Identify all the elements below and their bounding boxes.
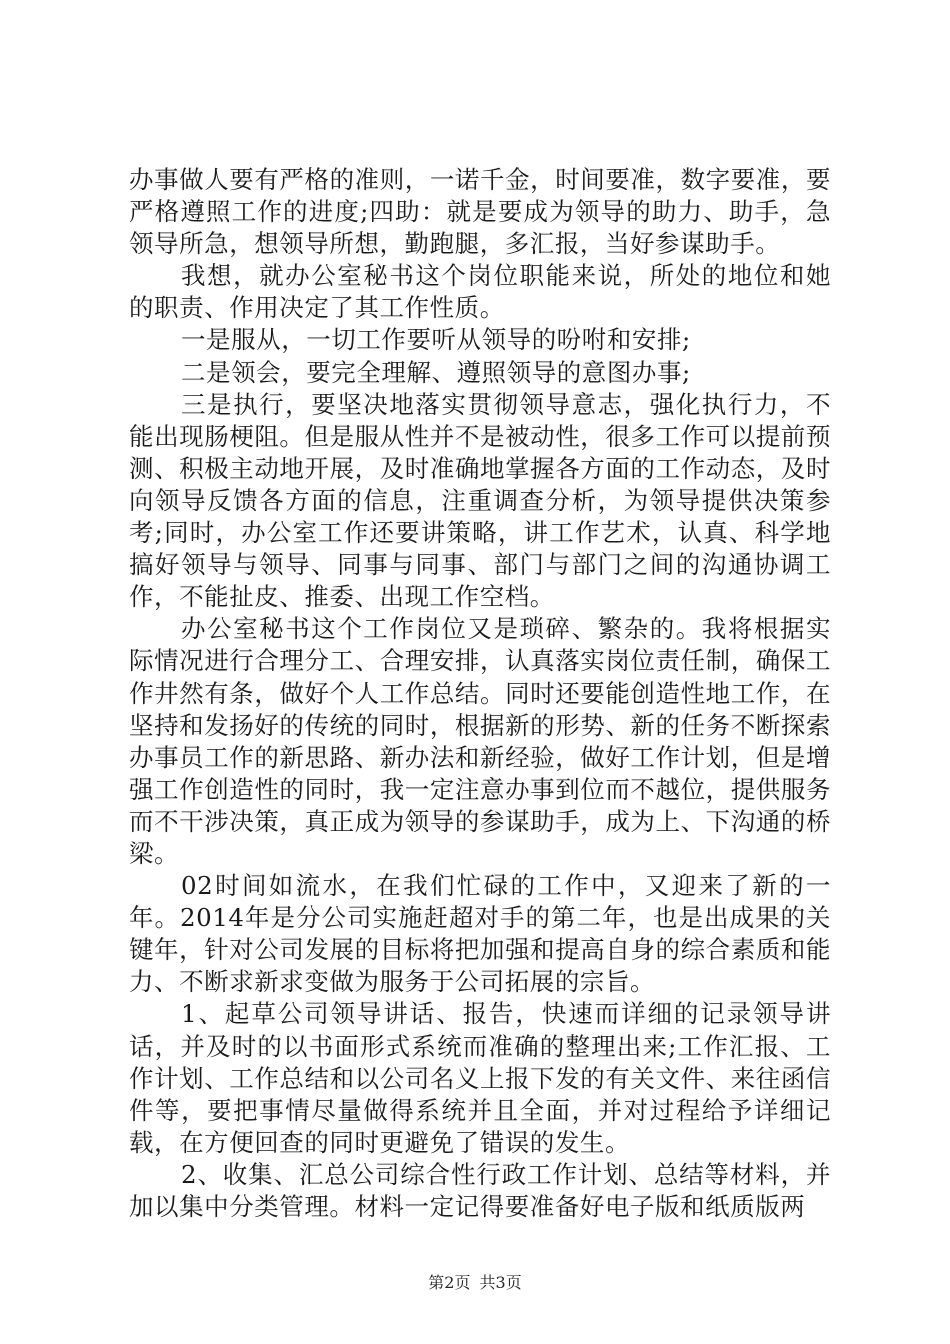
page-total: 共3页 xyxy=(479,1273,522,1292)
paragraph-2: 我想，就办公室秘书这个岗位职能来说，所处的地位和她的职责、作用决定了其工作性质。 xyxy=(129,261,831,323)
paragraph-1: 办事做人要有严格的准则，一诺千金，时间要准，数字要准，要严格遵照工作的进度;四助：就是要成为领导的助力、助手，急领导所急，想领导所想，勤跑腿，多汇报，当好参谋助手。 xyxy=(129,165,831,259)
paragraph-3: 一是服从，一切工作要听从领导的吩咐和安排; xyxy=(181,325,691,355)
paragraph-5: 三是执行，要坚决地落实贯彻领导意志，强化执行力，不能出现肠梗阻。但是服从性并不是被动性，很多工作可以提前预测、积极主动地开展，及时准确地掌握各方面的工作动态，及时向领导反馈各方面的信息，注重调查分析，为领导提供决策参考;同时，办公室工作还要讲策略，讲工作艺术，认真、科学地搞好领导与领导、同事与同事、部门与部门之间的沟通协调工作，不能扯皮、推委、出现工作空档。 xyxy=(129,389,831,612)
page-number: 第2页 xyxy=(428,1273,471,1292)
paragraph-6: 办公室秘书这个工作岗位又是琐碎、繁杂的。我将根据实际情况进行合理分工、合理安排，认真落实岗位责任制，确保工作井然有条，做好个人工作总结。同时还要能创造性地工作，在坚持和发扬好的传统的同时，根据新的形势、新的任务不断探索办事员工作的新思路、新办法和新经验，做好工作计划，但是增强工作创造性的同时，我一定注意办事到位而不越位，提供服务而不干涉决策，真正成为领导的参谋助手，成为上、下沟通的桥梁。 xyxy=(129,614,831,868)
paragraph-9: 2、收集、汇总公司综合性行政工作计划、总结等材料，并加以集中分类管理。材料一定记得要准备好电子版和纸质版两 xyxy=(129,1159,831,1221)
paragraph-7: 02时间如流水，在我们忙碌的工作中，又迎来了新的一年。2014年是分公司实施赶超对手的第二年，也是出成果的关键年，针对公司发展的目标将把加强和提高自身的综合素质和能力、不断求新求变做为服务于公司拓展的宗旨。 xyxy=(129,871,831,997)
document-body xyxy=(129,164,831,1223)
paragraph-4: 二是领会，要完全理解、遵照领导的意图办事; xyxy=(181,357,691,387)
page-footer xyxy=(0,1273,950,1293)
paragraph-8: 1、起草公司领导讲话、报告，快速而详细的记录领导讲话，并及时的以书面形式系统而准确的整理出来;工作汇报、工作计划、工作总结和以公司名义上报下发的有关文件、来往函信件等，要把事情尽量做得系统并且全面，并对过程给予详细记载，在方便回查的同时更避免了错误的发生。 xyxy=(129,999,831,1157)
